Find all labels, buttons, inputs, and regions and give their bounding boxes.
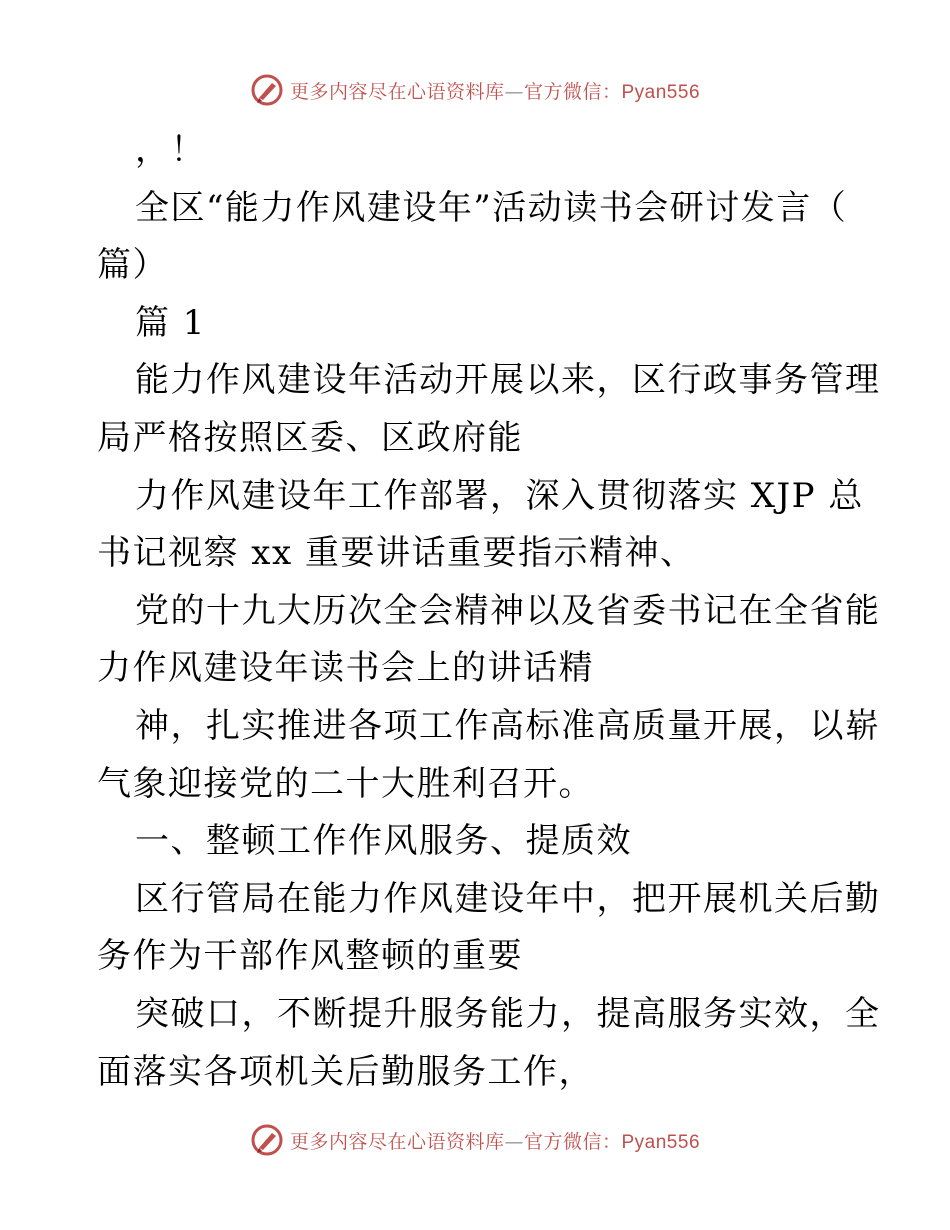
text-line: 局严格按照区委、区政府能 xyxy=(97,417,523,458)
watermark-text xyxy=(290,77,700,104)
watermark-footer xyxy=(0,1120,950,1160)
watermark-id: Pyan556 xyxy=(621,1131,701,1153)
text-line: 全区“能力作风建设年”活动读书会研讨发言（ xyxy=(135,187,848,228)
watermark-separator: — xyxy=(504,1130,524,1153)
text-line: ，！ xyxy=(135,130,206,170)
text-line: 突破口，不断提升服务能力，提高服务实效，全 xyxy=(135,993,881,1034)
watermark-main-text: 更多内容尽在心语资料库 xyxy=(289,1130,505,1153)
watermark-id: Pyan556 xyxy=(621,81,701,103)
text-line: 篇 1 xyxy=(135,302,206,343)
watermark-header xyxy=(0,70,950,110)
document-body xyxy=(97,122,881,1101)
text-line: 党的十九大历次全会精神以及省委书记在全省能 xyxy=(135,590,881,631)
watermark-label: 官方微信： xyxy=(523,80,622,103)
text-line: 区行管局在能力作风建设年中，把开展机关后勤 xyxy=(135,878,881,919)
text-line: 务作为干部作风整顿的重要 xyxy=(97,936,523,977)
text-line: 力作风建设年工作部署，深入贯彻落实 XJP 总 xyxy=(135,475,864,516)
text-line: 书记视察 xx 重要讲话重要指示精神、 xyxy=(97,533,696,574)
watermark-main-text: 更多内容尽在心语资料库 xyxy=(289,80,505,103)
text-line: 一、整顿工作作风服务、提质效 xyxy=(135,821,632,862)
text-line: 能力作风建设年活动开展以来，区行政事务管理 xyxy=(135,360,881,401)
text-line: 气象迎接党的二十大胜利召开。 xyxy=(97,763,594,804)
text-line: 力作风建设年读书会上的讲话精 xyxy=(97,648,594,689)
pen-logo-icon xyxy=(250,1123,284,1157)
watermark-text xyxy=(290,1127,700,1154)
watermark-separator: — xyxy=(504,80,524,103)
text-line: 面落实各项机关后勤服务工作， xyxy=(97,1051,594,1092)
text-line: 神，扎实推进各项工作高标准高质量开展，以崭 xyxy=(135,705,881,746)
pen-logo-icon xyxy=(250,73,284,107)
watermark-label: 官方微信： xyxy=(523,1130,622,1153)
text-line: 篇） xyxy=(97,245,168,286)
